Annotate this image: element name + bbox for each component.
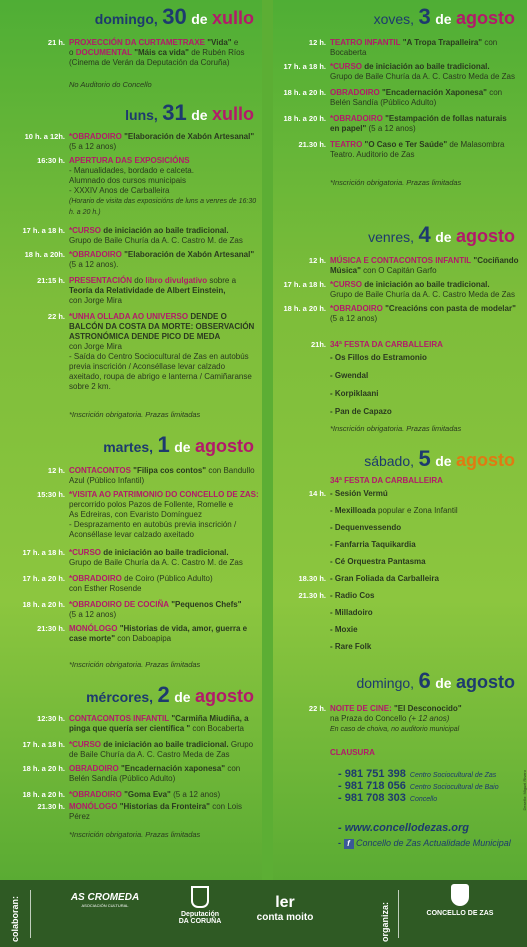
colaboran-label: colaboran: — [10, 895, 20, 942]
day-header-1: martes, 1 de agosto — [103, 432, 254, 457]
day-header-2: mércores, 2 de agosto — [86, 682, 254, 707]
ler-conta-moito-logo: ler conta moito — [256, 894, 314, 923]
list-item: - Korpiklaani — [330, 389, 379, 398]
divider — [398, 890, 399, 938]
facebook-icon: f — [344, 839, 354, 849]
concello-zas-logo: CONCELLO DE ZAS — [420, 884, 500, 917]
organiza-label: organiza: — [380, 901, 390, 942]
festa-4-list — [330, 352, 520, 418]
shield-icon — [191, 886, 209, 908]
coat-of-arms-icon — [451, 884, 469, 906]
ascromeda-logo: AS CROMEDA ASOCIACIÓN CULTURAL — [70, 892, 140, 908]
note-31: *Inscrición obrigatoria. Prazas limitadas — [69, 410, 201, 419]
left-column: domingo, 30 de xullo 21 h. PROXECCIÓN DA CURTAMETRAXE "Vida" e o DOCUMENTAL "Máis ca vida" de Rubén Ríos (Cinema de Verán da Deputación da Coruña) No Auditorio do Concello luns, 31 de xullo 10 h. a 12h. *OBRADOIRO "Elaboración de Xabón Artesanal" (5 a 12 anos) 16:30 h. APERTURA DAS EXPOSICIÓNS - Manualidades, bordado e calceta. Alumnado dos cursos municipais - XXXIV Anos de Carballeira (Horario de visita das exposicións de luns a venres de 16:30 h. a 20 h.) 17 h. a 18 h. *CURSO de iniciación ao baile tradicional. Grupo de Baile Churía da A. C. Castro M. de Zas 18 h. a 20h. *OBRADOIRO "Elaboración de Xabón Artesanal" (5 a 12 anos). 21:15 h. PRESENTACIÓN do libro divulgativo sobre a Teoría da Relatividade de Albert Einstein, con Jorge Mira 22 h. *UNHA OLLADA AO UNIVERSO DENDE O BALCÓN DA COSTA DA MORTE: OBSERVACIÓN ASTRONÓMICA DENDE PICO DE MEDA con Jorge Mira - Saída do Centro Sociocultural de Zas en autobús previa inscrición / Aconséllase levar calzado axeitado, roupa de abrigo e lanterna / Camiñaranse sobre 2 km. *Inscrición obrigatoria. Prazas limitadas martes, 1 de agosto 12 h. CONTACONTOS "Filipa cos contos" con Bandullo Azul (Público Infantil) 15:30 h. *VISITA AO PATRIMONIO DO CONCELLO DE ZAS: percorrido polos Pazos de Follente, Romelle e As Edreiras, con Evaristo Domínguez - Desprazamento en autobús previa inscrición / Aconséllase levar calzado axeitado 17 h. a 18 h. *CURSO de iniciación ao baile tradicional. Grupo de Baile Churía da A. C. Castro M. de Zas 17 h. a 20 h. *OBRADOIRO de Coiro (Público Adulto) con Esther Rosende 18 h. a 20 h. *OBRADOIRO DE COCIÑA "Pequenos Chefs" (5 a 12 anos) 21:30 h. MONÓLOGO "Historias de vida, amor, guerra e case morte" con Daboapipa *Inscrición obrigatoria. Prazas limitadas mércores, 2 de agosto 12:30 h. CONTACONTOS INFANTIL "Carmiña Miudiña, a pinga que quería ser científica " con Bocaberta 17 h. a 18 h. *CURSO de iniciación ao baile tradicional. Grupo de Baile Churía da A. C. Castro Meda de Zas 18 h. a 20 h. OBRADOIRO "Encadernación xaponesa" con Belén Sandía (Público Adulto) 18 h. a 20 h. *OBRADOIRO "Goma Eva" (5 a 12 anos) 21.30 h. MONÓLOGO "Historias da Fronteira" con Lois Pérez *Inscrición obrigatoria. Prazas limitadas — [22, 4, 259, 839]
deputacion-logo: Deputación DA CORUÑA — [170, 886, 230, 925]
note-4: *Inscrición obrigatoria. Prazas limitadas — [330, 424, 462, 433]
footer — [0, 880, 527, 947]
list-item: - Os Fillos do Estramonio — [330, 353, 427, 362]
day-header-4: venres, 4 de agosto — [368, 222, 515, 247]
phone-list — [338, 768, 499, 804]
list-item: - Pan de Capazo — [330, 407, 392, 416]
list-item: - Gwendal — [330, 371, 369, 380]
day-header-5: sábado, 5 de agosto — [364, 446, 515, 471]
note-2: *Inscrición obrigatoria. Prazas limitadas — [69, 830, 201, 839]
day-header-3: xoves, 3 de agosto — [373, 4, 515, 29]
right-column: xoves, 3 de agosto 12 h. TEATRO INFANTIL "A Tropa Trapalleira" con Bocaberta 17 h. a 18 h. *CURSO de iniciación ao baile tradicional. Grupo de Baile Churía da A. C. Castro Meda de Zas 18 h. a 20 h. OBRADOIRO "Encadernación Xaponesa" con Belén Sandía (Público Adulto) 18 h. a 20 h. *OBRADOIRO "Estampación de follas naturais en papel" (5 a 12 anos) 21.30 h. TEATRO "O Caso e Ter Saúde" de Malasombra Teatro. Auditorio de Zas *Inscrición obrigatoria. Prazas limitadas venres, 4 de agosto 12 h. MÚSICA E CONTACONTOS INFANTIL "Cociñando Música" con O Capitán Garfo 17 h. a 18 h. *CURSO de iniciación ao baile tradicional. Grupo de Baile Churía da A. C. Castro Meda de Zas 18 h. a 20 h. *OBRADOIRO "Creacións con pasta de modelar" (5 a 12 anos) 21h. 34ª FESTA DA CARBALLEIRA - Os Fillos do Estramonio - Gwendal - Korpiklaani - Pan de Capazo *Inscrición obrigatoria. Prazas limitadas sábado, 5 de agosto 34ª FESTA DA CARBALLEIRA 14 h. - Sesión Vermú - Mexilloada popular e Zona Infantil - Dequenvessendo - Fanfarria Taquikardia - Cé Orquestra Pantasma 18.30 h. - Gran Foliada da Carballeira 21.30 h. - Radio Cos - Milladoiro - Moxie - Rare Folk domingo, 6 de agosto 22 h. NOITE DE CINE: "El Desconocido" na Praza do Concello (+ 12 anos) En caso de choiva, no auditorio municipal CLAUSURA - 981 751 398 Centro Sociocultural de Zas - 981 718 056 Centro Sociocultural de Baio - 981 708 303 Concello - www.concellodezas.org - f Concello de Zas Actualidade Municipal Deseño: Miguel Rivero — [283, 4, 527, 848]
day-header-6: domingo, 6 de agosto — [356, 668, 515, 693]
note-3: *Inscrición obrigatoria. Prazas limitadas — [330, 178, 462, 187]
design-credit: Deseño: Miguel Rivero — [522, 770, 527, 811]
day-header-31: luns, 31 de xullo — [125, 100, 254, 125]
phone-2[interactable]: - 981 708 303 Concello — [338, 792, 438, 804]
divider — [30, 890, 31, 938]
note-30: No Auditorio do Concello — [69, 80, 152, 89]
website-link[interactable]: - www.concellodezas.org — [338, 822, 470, 834]
facebook-link[interactable]: - f Concello de Zas Actualidade Municipal — [338, 838, 511, 848]
phone-0[interactable]: - 981 751 398 Centro Sociocultural de Zas — [338, 768, 497, 780]
phone-1[interactable]: - 981 718 056 Centro Sociocultural de Baio — [338, 780, 499, 792]
note-1: *Inscrición obrigatoria. Prazas limitadas — [69, 660, 201, 669]
day-header-30: domingo, 30 de xullo — [94, 4, 254, 29]
